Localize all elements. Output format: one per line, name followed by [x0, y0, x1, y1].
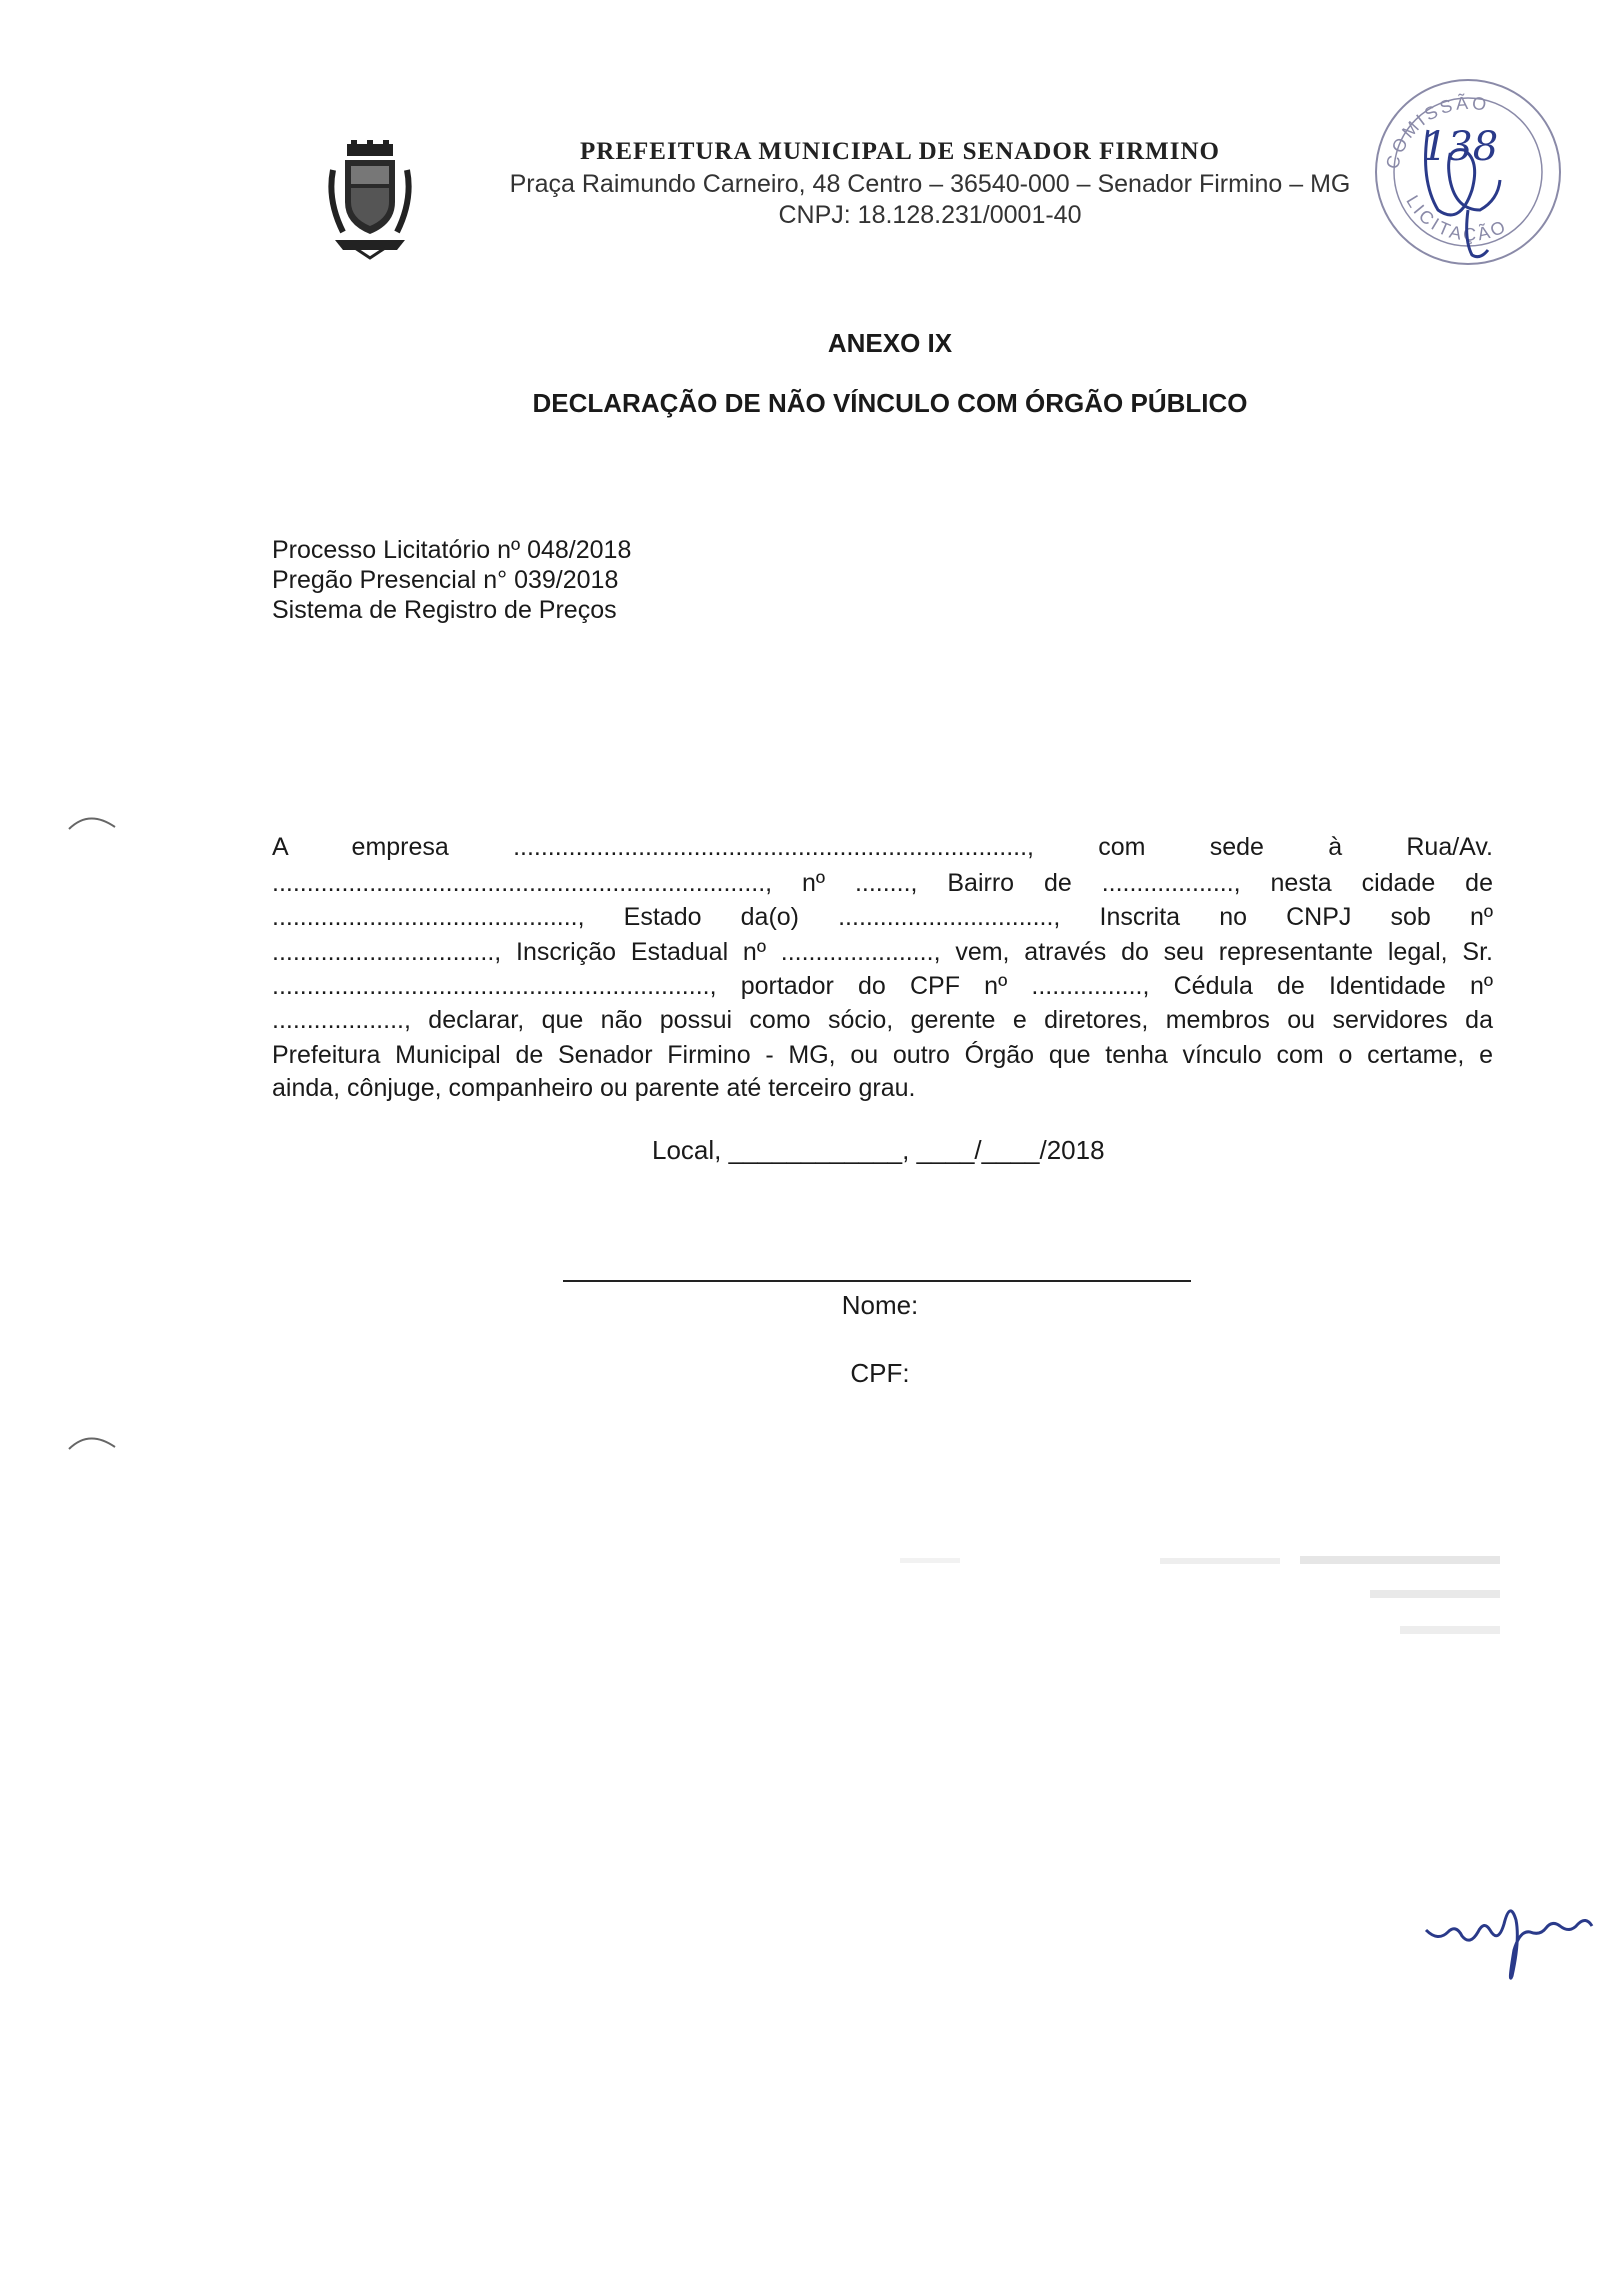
- declaration-line-7: Prefeitura Municipal de Senador Firmino - MG, ou outro Órgão que tenha vínculo com o certame, e: [272, 1041, 1493, 1069]
- stamp-text-top: COMISSÃO: [1382, 92, 1491, 171]
- commission-stamp: [1368, 60, 1568, 280]
- margin-mark: [65, 1425, 125, 1455]
- pregao-number: Pregão Presencial n° 039/2018: [272, 566, 619, 594]
- declaration-line-3: ............................................, Estado da(o) ..............................., Inscrita no CNPJ sob nº: [272, 903, 1493, 931]
- registry-system: Sistema de Registro de Preços: [272, 596, 617, 624]
- header-cnpj: CNPJ: 18.128.231/0001-40: [778, 201, 1082, 229]
- header-address: Praça Raimundo Carneiro, 48 Centro – 36540-000 – Senador Firmino – MG: [509, 170, 1351, 198]
- declaration-title: DECLARAÇÃO DE NÃO VÍNCULO COM ÓRGÃO PÚBLICO: [532, 388, 1248, 418]
- annex-title: ANEXO IX: [827, 328, 953, 358]
- declaration-line-5: ..............................................................., portador do CPF nº ................, Cédula de Identidade nº: [272, 972, 1493, 1000]
- stamp-text-bottom: LICITAÇÃO: [1402, 191, 1511, 245]
- process-number: Processo Licitatório nº 048/2018: [272, 536, 632, 564]
- declaration-line-6: ..................., declarar, que não possui como sócio, gerente e diretores, membros ou servidores da: [272, 1006, 1493, 1034]
- declaration-line-2: ......................................................................., nº ........, Bairro de ..................., nesta cidade de: [272, 869, 1493, 897]
- signature-line: [563, 1280, 1191, 1282]
- name-label: Nome:: [841, 1290, 919, 1320]
- local-date-line: Local, ____________, ____/____/2018: [652, 1135, 1105, 1165]
- declaration-line-8: ainda, cônjuge, companheiro ou parente até terceiro grau.: [272, 1074, 916, 1102]
- cpf-label: CPF:: [850, 1358, 910, 1388]
- bleed-through-artifact: [900, 1530, 1520, 1680]
- municipal-coat-of-arms: [325, 140, 415, 260]
- handwritten-initials: [1420, 1880, 1600, 1990]
- page-number: 138: [1421, 124, 1499, 170]
- declaration-line-1: A empresa .........................................................................., com sede à Rua/Av.: [272, 833, 1493, 861]
- declaration-line-4: ................................, Inscrição Estadual nº ......................, vem, através do seu representante legal, Sr.: [272, 938, 1493, 966]
- margin-mark: [65, 805, 125, 835]
- header-title: PREFEITURA MUNICIPAL DE SENADOR FIRMINO: [580, 138, 1220, 165]
